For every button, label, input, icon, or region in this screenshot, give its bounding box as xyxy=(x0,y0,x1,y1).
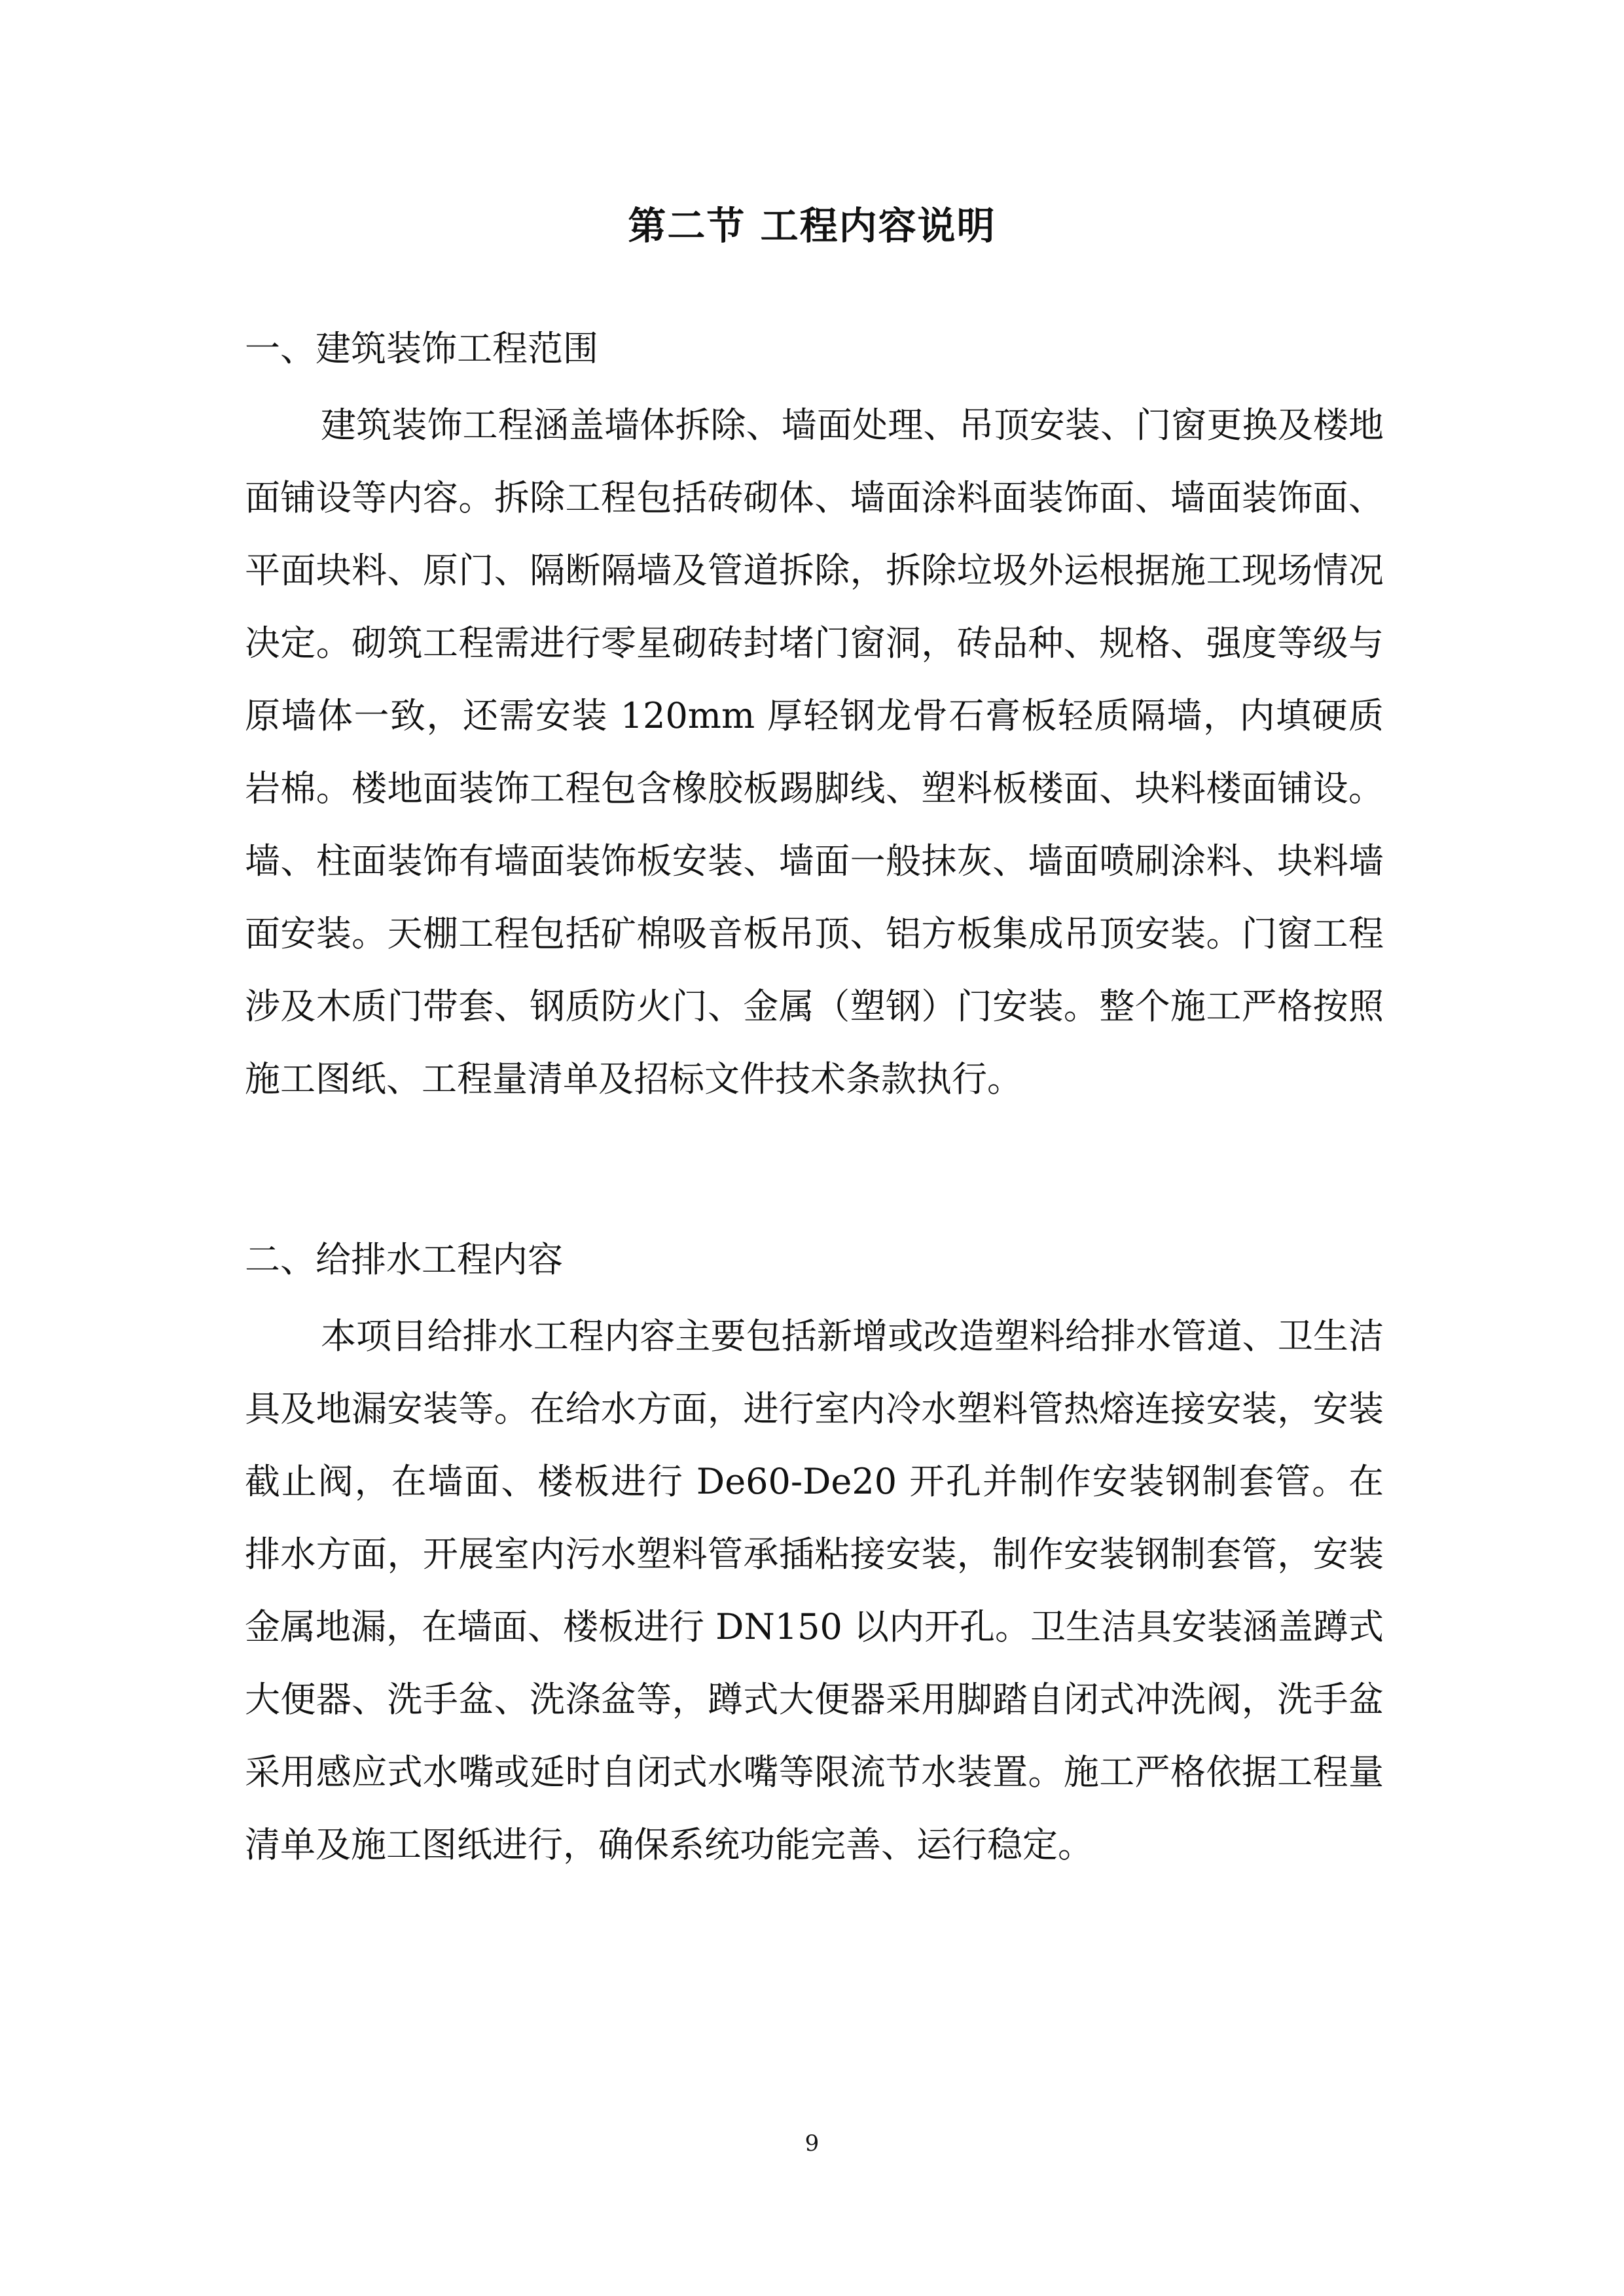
section-paragraph-plumbing: 本项目给排水工程内容主要包括新增或改造塑料给排水管道、卫生洁具及地漏安装等。在给水方面，进行室内冷水塑料管热熔连接安装，安装截止阀，在墙面、楼板进行 De60-De20 开孔并制作安装钢制套管。在排水方面，开展室内污水塑料管承插粘接安装，制作安装钢制套管，安装金属地漏，在墙面、楼板进行 DN150 以内开孔。卫生洁具安装涵盖蹲式大便器、洗手盆、洗涤盆等，蹲式大便器采用脚踏自闭式冲洗阀，洗手盆采用感应式水嘴或延时自闭式水嘴等限流节水装置。施工严格依据工程量清单及施工图纸进行，确保系统功能完善、运行稳定。 xyxy=(245,1316,1384,1865)
section-heading-building-decoration: 一、建筑装饰工程范围 xyxy=(245,328,598,369)
page-number: 9 xyxy=(804,2130,820,2157)
section-heading-plumbing: 二、给排水工程内容 xyxy=(245,1239,563,1280)
section-title: 第二节 工程内容说明 xyxy=(628,204,996,248)
section-paragraph-building-decoration: 建筑装饰工程涵盖墙体拆除、墙面处理、吊顶安装、门窗更换及楼地面铺设等内容。拆除工程包括砖砌体、墙面涂料面装饰面、墙面装饰面、平面块料、原门、隔断隔墙及管道拆除，拆除垃圾外运根据施工现场情况决定。砌筑工程需进行零星砌砖封堵门窗洞，砖品种、规格、强度等级与原墙体一致，还需安装 120mm 厚轻钢龙骨石膏板轻质隔墙，内填硬质岩棉。楼地面装饰工程包含橡胶板踢脚线、塑料板楼面、块料楼面铺设。墙、柱面装饰有墙面装饰板安装、墙面一般抹灰、墙面喷刷涂料、块料墙面安装。天棚工程包括矿棉吸音板吊顶、铝方板集成吊顶安装。门窗工程涉及木质门带套、钢质防火门、金属（塑钢）门安装。整个施工严格按照施工图纸、工程量清单及招标文件技术条款执行。 xyxy=(245,404,1384,1100)
